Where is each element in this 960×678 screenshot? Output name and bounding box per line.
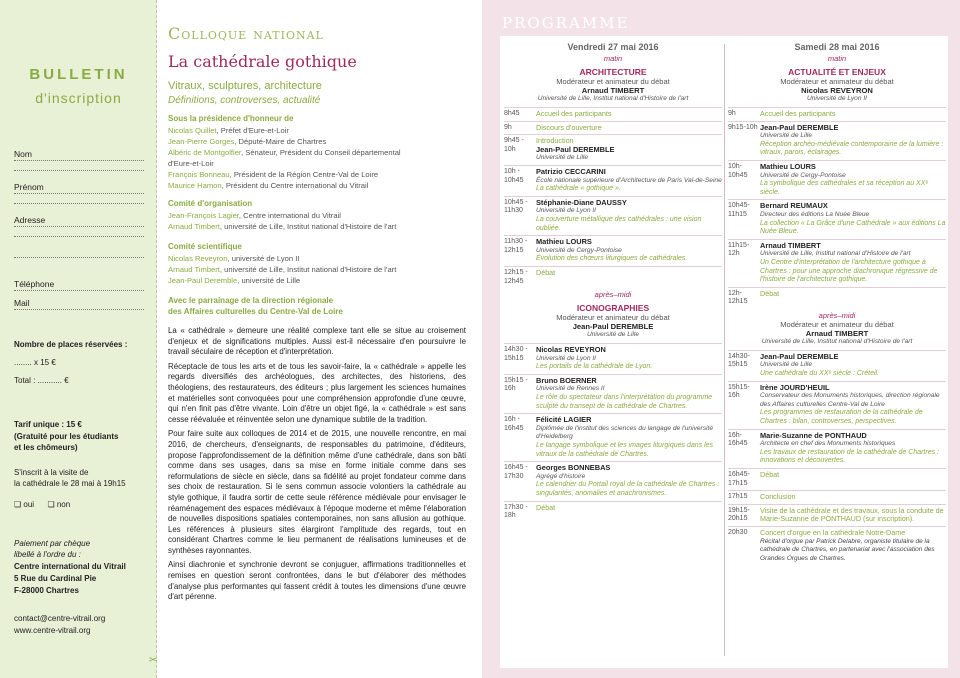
programme-item	[504, 134, 722, 165]
parrainage-line1: Avec le parrainage de la direction régionale	[168, 296, 334, 305]
programme-item	[728, 107, 946, 121]
item-note: Récital d'orgue par Patrick Delabre, organiste titulaire de la cathédrale de Chartres, en partenariat avec l'association des Grandes Orgues de Chartres.	[760, 537, 935, 562]
presidence-item: Maurice Hamon, Président du Centre international du Vitrail	[168, 181, 369, 190]
speaker-name: Irène JOURD'HEUIL	[760, 382, 830, 392]
item-label: Conclusion	[760, 492, 796, 502]
moderator-name: Arnaud TIMBERT	[581, 86, 645, 95]
speaker-name: Mathieu LOURS	[536, 237, 592, 247]
website-link[interactable]: www.centre-vitrail.org	[14, 626, 91, 635]
firstname-field-line2[interactable]	[14, 203, 144, 204]
organisation-heading: Comité d'organisation	[168, 199, 253, 208]
item-time: 14h30-15h15	[728, 352, 750, 369]
tarif-note2: et les chômeurs)	[14, 443, 78, 452]
item-label: Débat	[760, 470, 780, 479]
item-label: Débat	[536, 502, 556, 512]
item-details	[760, 471, 946, 488]
item-details	[760, 124, 946, 158]
speaker-affiliation: Université de Lyon II	[536, 207, 596, 215]
programme-item	[504, 196, 722, 235]
item-details	[536, 464, 722, 498]
moderator-label: Modérateur et animateur du débat	[556, 77, 670, 86]
speaker-affiliation: Université de Lille	[536, 154, 589, 162]
programme-item	[728, 239, 946, 287]
moderator-label: Modérateur et animateur du débat	[780, 319, 894, 329]
speaker-name: Stéphanie-Diane DAUSSY	[536, 197, 627, 207]
scissors-icon: ✂	[149, 655, 158, 666]
item-details	[536, 346, 722, 372]
item-details	[760, 290, 946, 307]
speaker-affiliation: Université de Lille	[760, 132, 813, 140]
item-time: 9h	[728, 110, 736, 117]
item-time: 9h45 - 10h	[504, 137, 524, 153]
programme-item	[504, 461, 722, 500]
item-time: 17h15	[728, 493, 748, 501]
speaker-affiliation: Université de Rennes II	[536, 385, 605, 393]
bulletin-subtitle: d'inscription	[35, 90, 122, 106]
intro-paragraph: La « cathédrale » demeure une réalité complexe tant elle se situe au croisement d'enjeux et de significations multiples. Aussi est-il nécessaire d'en poursuivre le travail séculaire de réception et d'interprétation.	[168, 326, 466, 357]
organisation-item: Jean-François Lagier, Centre international du Vitrail	[168, 211, 341, 220]
speaker-name: Georges BONNEBAS	[536, 463, 611, 473]
item-time: 9h15-10h	[728, 123, 758, 131]
programme-panel	[482, 0, 960, 678]
intro-paragraph: Pour faire suite aux colloques de 2014 et de 2015, une nouvelle rencontre, en mai 2016, de chercheurs, d'enseignants, de responsables du patrimoine, d'éditeurs, propose l'approfondissement de la définition même d'une cathédrale, dans son bâti comme dans ses usages, dans sa mise en forme initiale comme dans ses reformulations de siècle en siècle, dans sa fidélité au projet fondateur comme dans ses choix de restauration. Si le sens commun associe volontiers la cathédrale au style gothique, il faudra sortir de cette seule référence médiévale pour envisager le réaménagement des espaces médiévaux à l'époque moderne et même l'élaboration de nouvelles dispositions spatiales contemporaines, non sans allusion au gothique. Les références à plusieurs sites élargiront l'amplitude des regards, tout en considérant Chartres comme le lieu permanent de réalisations lumineuses et de synthèses rayonnantes.	[168, 429, 466, 555]
tarif-note1: (Gratuité pour les étudiants	[14, 432, 119, 441]
intro-text	[168, 326, 466, 603]
bulletin-title: BULLETIN	[29, 66, 128, 83]
item-time: 16h-16h45	[728, 431, 748, 448]
moderator-institution: Université de Lille, Institut national d'Histoire de l'art	[761, 337, 913, 345]
item-details	[536, 504, 722, 521]
talk-title: La symbolique des cathédrales et sa réception au XXᵉ siècle.	[760, 180, 929, 196]
session-title: ACTUALITÉ ET ENJEUX	[788, 67, 886, 77]
item-details	[536, 137, 722, 163]
speaker-affiliation: Directeur des éditions La Nuée Bleue	[760, 210, 870, 218]
item-time: 10h-10h45	[728, 162, 748, 179]
talk-title: Une cathédrale du XXᵉ siècle : Créteil.	[760, 370, 880, 378]
item-details	[760, 242, 946, 285]
speaker-name: Jean-Paul DEREMBLE	[760, 351, 839, 361]
speaker-affiliation: Université de Lyon II	[536, 354, 596, 362]
day-friday	[504, 42, 722, 523]
payment-label2: libellé à l'ordre du :	[14, 550, 81, 559]
programme-item	[728, 121, 946, 160]
payment-label1: Paiement par chèque	[14, 539, 91, 548]
scientifique-item: Arnaud Timbert, université de Lille, Institut national d'Histoire de l'art	[168, 265, 397, 274]
colloque-title: La cathédrale gothique	[168, 52, 357, 71]
scientifique-heading: Comité scientifique	[168, 242, 242, 251]
speaker-name: Jean-Paul DEREMBLE	[536, 144, 615, 154]
session-slot: matin	[827, 54, 847, 63]
speaker-affiliation: Université de Lille	[760, 361, 813, 369]
checkbox-no[interactable]: ❏ non	[47, 500, 71, 509]
visit-label1: S'inscrit à la visite de	[14, 468, 89, 477]
programme-item	[728, 490, 946, 504]
talk-title: La couverture métallique des cathédrales : une vision oubliée.	[536, 215, 702, 232]
item-time: 15h15-16h	[728, 383, 750, 400]
address-line3: F-28000 Chartres	[14, 586, 79, 595]
speaker-affiliation: Université de Lille, Institut national d'Histoire de l'art	[760, 250, 911, 258]
talk-title: Les programmes de restauration de la cathédrale de Chartres : bilan, controverses, perspectives.	[760, 409, 923, 426]
address-field-line3[interactable]	[14, 257, 144, 258]
name-field[interactable]: Nom	[14, 148, 144, 161]
item-time: 11h30 - 12h15	[504, 238, 528, 254]
session-title: ICONOGRAPHIES	[576, 303, 650, 314]
address-field-line2[interactable]	[14, 236, 144, 237]
programme-item	[504, 121, 722, 135]
speaker-affiliation: Université de Cergy-Pontoise	[536, 246, 622, 254]
speaker-name: Marie-Suzanne de PONTHAUD	[760, 430, 867, 440]
item-label: Introduction	[536, 136, 574, 146]
presidence-item: François Bonneau, Président de la Région Centre-Val de Loire	[168, 170, 379, 179]
item-details	[760, 202, 946, 236]
item-label: Accueil des participants	[536, 109, 612, 118]
item-time: 12h15 - 12h45	[504, 268, 528, 285]
item-details	[536, 416, 722, 459]
organisation-item: Arnaud Timbert, université de Lille, Institut national d'Histoire de l'art	[168, 222, 397, 231]
item-time: 10h45-11h15	[728, 202, 750, 218]
item-time: 10h45 - 11h30	[504, 198, 528, 215]
column-divider	[724, 44, 725, 656]
programme-item	[504, 343, 722, 374]
item-label: Débat	[760, 288, 780, 298]
session-slot: après–midi	[818, 310, 856, 320]
item-time: 10h - 10h45	[504, 167, 524, 184]
phone-field[interactable]: Téléphone	[14, 278, 144, 291]
item-label: Accueil des participants	[760, 109, 836, 118]
places-input[interactable]: ........ x 15 €	[14, 358, 56, 367]
item-time: 12h-12h15	[728, 289, 748, 306]
item-details	[536, 377, 722, 411]
presidence-heading: Sous la présidence d'honneur de	[168, 114, 294, 123]
address-line1: Centre international du Vitrail	[14, 562, 126, 571]
checkbox-yes[interactable]: ❏ oui	[14, 500, 35, 509]
moderator-institution: Université de Lille	[586, 331, 640, 339]
item-details	[760, 493, 946, 502]
item-label: Visite de la cathédrale et des travaux, sous la conduite de Marie-Suzanne de PONTHAUD (sur inscription).	[760, 505, 944, 524]
name-field-line2[interactable]	[14, 170, 144, 171]
item-details	[760, 384, 946, 427]
speaker-affiliation: Agrégé d'histoire	[536, 472, 586, 480]
speaker-name: Jean-Paul DEREMBLE	[760, 122, 839, 132]
moderator-label: Modérateur et animateur du débat	[556, 313, 670, 323]
programme-item	[728, 199, 946, 238]
talk-title: Le langage symbolique et les images liturgiques dans les vitraux de la cathédrale de Chartres.	[536, 442, 714, 458]
total-input[interactable]: Total : ........... €	[14, 376, 69, 385]
item-time: 16h45-17h15	[728, 471, 750, 487]
talk-title: Le rôle du spectateur dans l'interprétation du programme sculpté du transept de la cathédrale de Chartres.	[536, 394, 713, 410]
day-date: Samedi 28 mai 2016	[794, 42, 880, 52]
item-time: 8h45	[504, 110, 520, 117]
talk-title: Réception archéo-médiévale contemporaine de la lumière : vitraux, parois, éclairages.	[760, 140, 944, 157]
presidence-item: d'Eure-et-Loir	[168, 159, 214, 168]
item-details	[760, 110, 946, 119]
day-saturday	[728, 42, 946, 565]
programme-item	[504, 266, 722, 288]
address-field[interactable]: Adresse	[14, 214, 144, 227]
item-details	[536, 110, 722, 119]
colloque-heading: Colloque national	[168, 24, 324, 43]
scientifique-item: Jean-Paul Deremble, université de Lille	[168, 276, 301, 285]
talk-title: Les portails de la cathédrale de Lyon.	[536, 363, 653, 371]
session-slot: après–midi	[594, 290, 632, 300]
programme-item	[728, 160, 946, 199]
item-details	[536, 124, 722, 133]
colloque-subtitle2: Définitions, controverses, actualité	[168, 95, 321, 106]
programme-item	[504, 235, 722, 266]
item-details	[536, 238, 722, 264]
speaker-name: Nicolas REVEYRON	[536, 345, 606, 355]
moderator-name: Nicolas REVEYRON	[801, 86, 873, 95]
day-date: Vendredi 27 mai 2016	[567, 42, 659, 52]
programme-item	[504, 501, 722, 523]
visit-options	[14, 500, 154, 511]
moderator-name: Jean-Paul DEREMBLE	[572, 322, 654, 332]
speaker-affiliation: Diplômée de l'institut des sciences du langage de l'université d'Heidelberg	[536, 424, 713, 441]
colloque-subtitle: Vitraux, sculptures, architecture	[168, 80, 322, 92]
talk-title: Le calendrier du Portail royal de la cathédrale de Chartres : singularités, anomalies et anachronismes.	[536, 481, 720, 497]
item-time: 11h15-12h	[728, 241, 750, 258]
presidence-item: Nicolas Quillet, Préfet d'Eure-et-Loir	[168, 126, 289, 135]
programme-item	[728, 526, 946, 565]
item-time: 16h - 16h45	[504, 416, 524, 432]
item-time: 17h30 - 18h	[504, 503, 528, 520]
presidence-item: Jean-Pierre Gorges, Député-Maire de Chartres	[168, 137, 327, 146]
scientifique-item: Nicolas Reveyron, université de Lyon II	[168, 254, 300, 263]
item-time: 14h30 - 15h15	[504, 346, 528, 362]
programme-item	[728, 504, 946, 526]
talk-title: La collection « La Grâce d'une Cathédrale » aux éditions La Nuée Bleue.	[760, 219, 946, 236]
programme-item	[504, 107, 722, 121]
address-line2: 5 Rue du Cardinal Pie	[14, 574, 97, 583]
talk-title: Évolution des chœurs liturgiques de cathédrales.	[536, 255, 688, 263]
speaker-affiliation: École nationale supérieure d'Architecture de Paris Val-de-Seine	[536, 176, 722, 184]
talk-title: La cathédrale « gothique ».	[536, 185, 621, 193]
programme-item	[728, 468, 946, 490]
programme-item	[728, 287, 946, 309]
intro-paragraph: Ainsi diachronie et synchronie devront se conjuguer, affirmations traditionnelles et remises en question seront confrontées, dans le but d'élaborer des méthodes d'analyse plus performantes qui fassent crédit à toutes les dimensions d'une œuvre d'art pérenne.	[168, 560, 466, 602]
programme-heading: PROGRAMME	[502, 14, 630, 32]
programme-item	[504, 374, 722, 413]
item-label: Débat	[536, 267, 556, 277]
speaker-name: Félicité LAGIER	[536, 415, 592, 425]
firstname-field[interactable]: Prénom	[14, 181, 144, 194]
item-details	[536, 168, 722, 194]
moderator-label: Modérateur et animateur du débat	[780, 77, 894, 86]
speaker-name: Mathieu LOURS	[760, 161, 816, 171]
item-details	[760, 432, 946, 466]
item-time: 16h45 - 17h30	[504, 464, 528, 480]
speaker-name: Bruno BOERNER	[536, 375, 597, 385]
programme-item	[504, 165, 722, 196]
item-details	[536, 269, 722, 286]
moderator-institution: Université de Lille, Institut national d'Histoire de l'art	[537, 95, 689, 102]
tarif-label: Tarif unique : 15 €	[14, 420, 82, 429]
visit-label2: la cathédrale le 28 mai à 19h15	[14, 479, 126, 488]
speaker-name: Patrizio CECCARINI	[536, 166, 606, 176]
moderator-name: Arnaud TIMBERT	[805, 328, 869, 338]
item-details	[760, 507, 946, 524]
bulletin-panel	[0, 0, 157, 678]
programme-item	[728, 381, 946, 429]
speaker-affiliation: Université de Cergy-Pontoise	[760, 171, 846, 179]
programme-item	[504, 413, 722, 461]
session-title: ARCHITECTURE	[579, 67, 647, 77]
programme-item	[728, 350, 946, 381]
programme-box	[500, 36, 948, 668]
places-label: Nombre de places réservées :	[14, 340, 128, 349]
item-details	[536, 199, 722, 233]
item-details	[760, 163, 946, 197]
item-details	[760, 529, 946, 563]
parrainage-line2: des Affaires culturelles du Centre-Val de Loire	[168, 307, 343, 316]
talk-title: Un Centre d'interprétation de l'architecture gothique à Chartres : pour une approche diachronique régressive de l'histoire de l'architecture gothique.	[760, 258, 938, 284]
speaker-name: Bernard REUMAUX	[760, 201, 828, 211]
item-label: Discours d'ouverture	[536, 122, 602, 132]
item-label: Concert d'orgue en la cathédrale Notre-Dame	[760, 527, 906, 537]
talk-title: Les travaux de restauration de la cathédrale de Chartres : innovations et découvertes.	[760, 448, 939, 465]
item-time: 15h15 - 16h	[504, 376, 528, 393]
speaker-affiliation: Conservateur des Monuments historiques, direction régionale des Affaires culturelles Centre-Val de Loire	[760, 392, 940, 408]
colloque-panel	[160, 0, 482, 678]
programme-item	[728, 429, 946, 468]
intro-paragraph: Réceptacle de tous les arts et de tous les savoir-faire, la « cathédrale » appelle les regards diversifiés des archéologues, des architectes, des historiens, des théologiens, des restaurateurs, des éditeurs ; plus largement les sciences humaines et matérielles sont convoquées pour une compréhension approfondie d'une œuvre, qui n'en finit pas d'être vivante. Loin d'être un objet figé, la « cathédrale » est sans cesse réévaluée et réinventée selon une dynamique subtile de la tradition.	[168, 361, 466, 424]
mail-field[interactable]: Mail	[14, 297, 144, 310]
item-details	[760, 353, 946, 379]
session-slot: matin	[603, 54, 623, 63]
item-time: 9h	[504, 123, 512, 131]
moderator-institution: Université de Lyon II	[807, 95, 867, 102]
item-time: 19h15-20h15	[728, 506, 750, 523]
presidence-item: Albéric de Montgolfier, Sénateur, Président du Conseil départemental	[168, 148, 401, 157]
speaker-name: Arnaud TIMBERT	[760, 240, 821, 250]
speaker-affiliation: Architecte en chef des Monuments historiques	[760, 440, 896, 448]
item-time: 20h30	[728, 528, 748, 536]
contact-email[interactable]: contact@centre-vitrail.org	[14, 614, 106, 623]
